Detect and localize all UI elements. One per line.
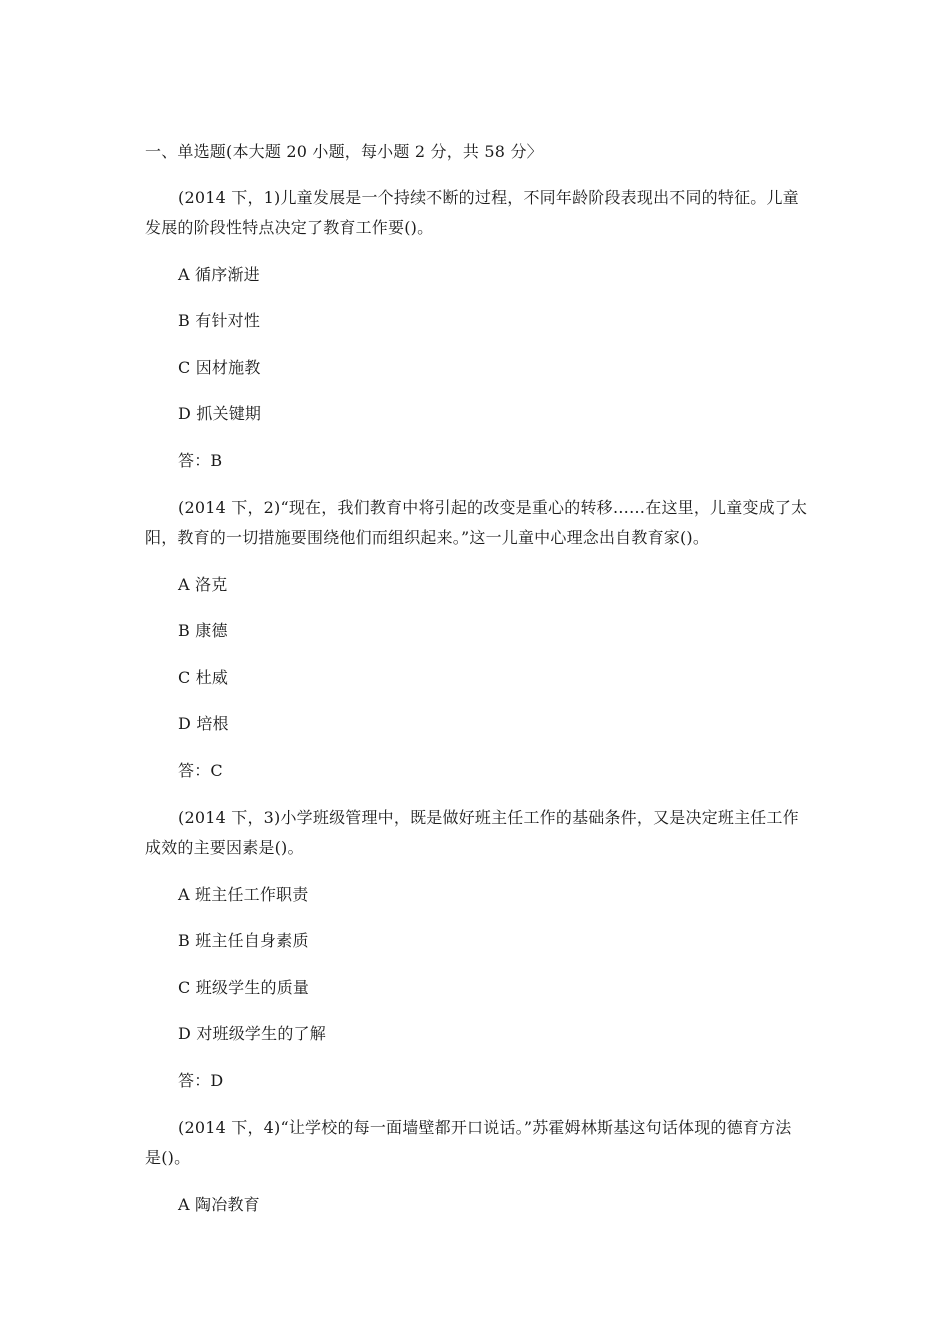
- question-4-stem-line-2: 是()。: [145, 1148, 191, 1167]
- question-2-answer: 答：C: [178, 761, 223, 780]
- question-1-stem-line-2: 发展的阶段性特点决定了教育工作要()。: [145, 218, 434, 237]
- question-2-stem-line-2: 阳，教育的一切措施要围绕他们而组织起来。”这一儿童中心理念出自教育家()。: [145, 528, 710, 547]
- question-1-answer: 答：B: [178, 451, 223, 470]
- question-3-option-b: B 班主任自身素质: [178, 931, 309, 950]
- question-1-option-d: D 抓关键期: [178, 404, 262, 423]
- question-3-stem-line-2: 成效的主要因素是()。: [145, 838, 304, 857]
- question-1-option-c: C 因材施教: [178, 358, 261, 377]
- question-3-answer: 答：D: [178, 1071, 224, 1090]
- question-3-option-c: C 班级学生的质量: [178, 978, 310, 997]
- question-1-stem-line-1: (2014 下，1)儿童发展是一个持续不断的过程，不同年龄阶段表现出不同的特征。儿童: [178, 188, 799, 207]
- question-1-option-b: B 有针对性: [178, 311, 261, 330]
- question-2-option-a: A 洛克: [178, 575, 228, 594]
- question-1-option-a: A 循序渐进: [178, 265, 260, 284]
- question-2-stem-line-1: (2014 下，2)“现在，我们教育中将引起的改变是重心的转移……在这里，儿童变成了太: [178, 498, 808, 517]
- question-4-option-a: A 陶冶教育: [178, 1195, 260, 1214]
- question-3-option-a: A 班主任工作职责: [178, 885, 309, 904]
- question-2-option-d: D 培根: [178, 714, 229, 733]
- question-4-stem-line-1: (2014 下，4)“让学校的每一面墙壁都开口说话。”苏霍姆林斯基这句话体现的德育方法: [178, 1118, 792, 1137]
- question-3-stem-line-1: (2014 下，3)小学班级管理中，既是做好班主任工作的基础条件，又是决定班主任工作: [178, 808, 799, 827]
- question-2-option-c: C 杜威: [178, 668, 229, 687]
- question-3-option-d: D 对班级学生的了解: [178, 1024, 326, 1043]
- question-2-option-b: B 康德: [178, 621, 228, 640]
- section-heading: 一、单选题(本大题 20 小题，每小题 2 分，共 58 分〉: [145, 142, 543, 161]
